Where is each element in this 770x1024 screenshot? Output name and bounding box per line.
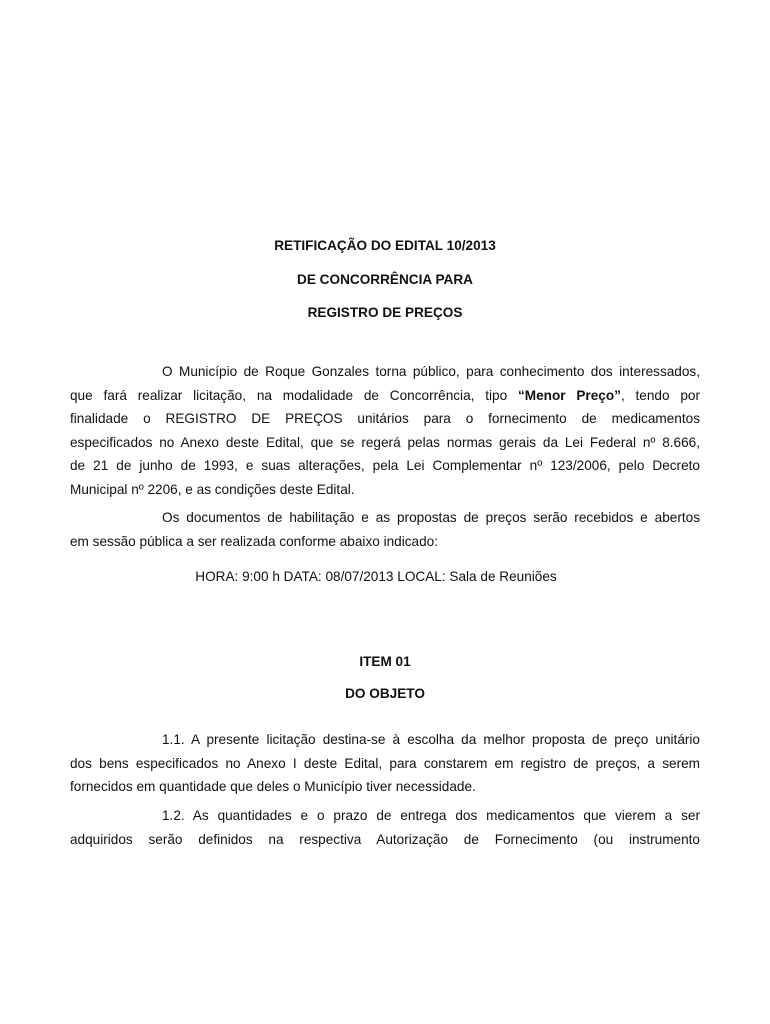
tipo-menor-preco: “Menor Preço” bbox=[517, 387, 621, 403]
intro-line-6: Municipal nº 2206, e as condições deste Edital. bbox=[70, 481, 355, 497]
clause-1-1-line-3: fornecidos em quantidade que deles o Município tiver necessidade. bbox=[70, 779, 476, 794]
clause-1-1-line-1: 1.1. A presente licitação destina-se à escolha da melhor proposta de preço unitário bbox=[162, 732, 700, 747]
intro-line-2-end: , tendo por bbox=[620, 387, 701, 403]
clause-1-2-line-2: adquiridos serão definidos na respectiva Autorização de Fornecimento (ou instrumento bbox=[70, 831, 700, 847]
intro-line-2-text: que fará realizar licitação, na modalidade de Concorrência, tipo bbox=[70, 387, 518, 403]
item-number: ITEM 01 bbox=[359, 654, 411, 669]
documents-line-2: em sessão pública a ser realizada conforme abaixo indicado: bbox=[70, 533, 438, 549]
title-line-3: REGISTRO DE PREÇOS bbox=[307, 305, 463, 320]
documents-paragraph bbox=[70, 506, 700, 553]
clause-1-2-line-1: 1.2. As quantidades e o prazo de entrega dos medicamentos que vierem a ser bbox=[162, 808, 700, 823]
intro-line-1: O Município de Roque Gonzales torna público, para conhecimento dos interessados, bbox=[162, 364, 700, 379]
item-title: DO OBJETO bbox=[345, 686, 425, 701]
intro-line-2 bbox=[70, 384, 700, 408]
clause-1-1-line-2: dos bens especificados no Anexo I deste Edital, para constarem em registro de preços, a serem bbox=[70, 755, 700, 771]
title-line-1: RETIFICAÇÃO DO EDITAL 10/2013 bbox=[274, 238, 496, 253]
title-line-2: DE CONCORRÊNCIA PARA bbox=[297, 272, 473, 287]
intro-paragraph bbox=[70, 360, 700, 501]
intro-line-4: especificados no Anexo deste Edital, que se regerá pelas normas gerais da Lei Federal nº 8.666, bbox=[70, 434, 700, 450]
session-schedule: HORA: 9:00 h DATA: 08/07/2013 LOCAL: Sala de Reuniões bbox=[195, 569, 557, 584]
documents-line-1: Os documentos de habilitação e as propostas de preços serão recebidos e abertos bbox=[162, 510, 700, 525]
clause-1-1 bbox=[70, 728, 700, 799]
intro-line-5: de 21 de junho de 1993, e suas alterações, pela Lei Complementar nº 123/2006, pelo Decreto bbox=[70, 458, 700, 473]
clause-1-2 bbox=[70, 804, 700, 851]
intro-line-3: finalidade o REGISTRO DE PREÇOS unitários para o fornecimento de medicamentos bbox=[70, 411, 700, 426]
